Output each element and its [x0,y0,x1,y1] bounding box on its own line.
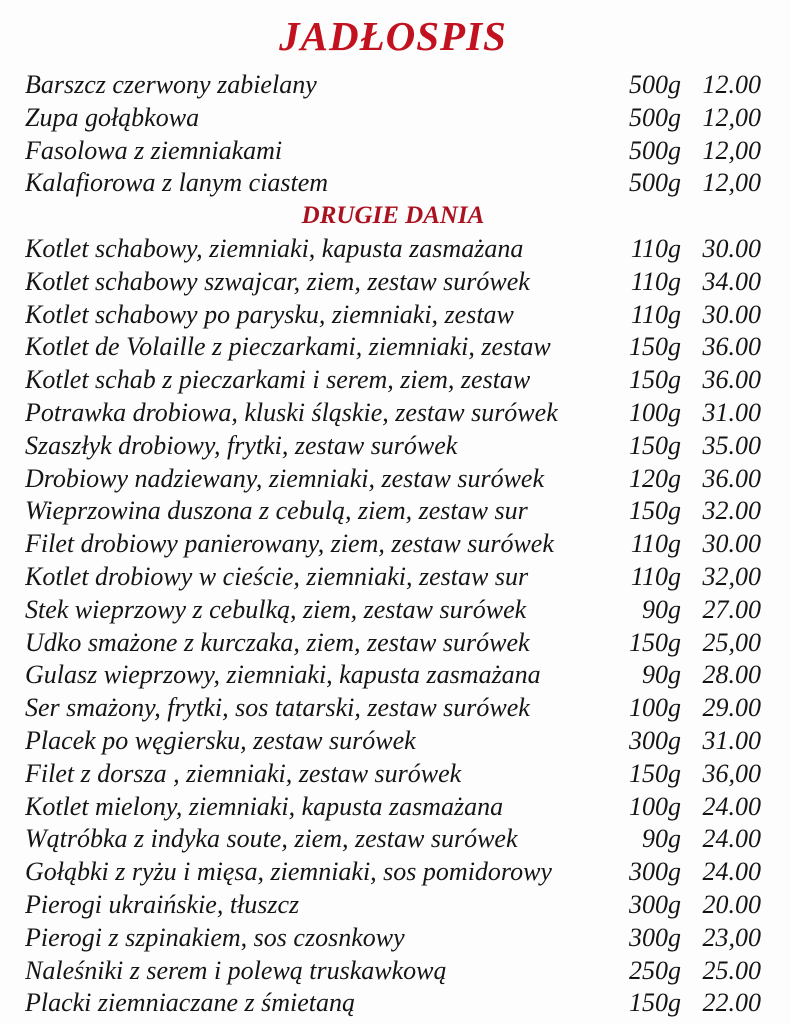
dish-price: 25,00 [702,627,761,657]
dish-weight: 250g [629,955,681,985]
dish-weight: 150g [629,988,681,1018]
dish-weight: 150g [629,365,681,395]
dish-weight: 90g [642,660,681,690]
dish-name: Gulasz wieprzowy, ziemniaki, kapusta zasmażana [25,660,541,690]
menu-item-row [25,823,761,856]
dish-price: 30.00 [702,299,761,329]
menu-item-row [25,102,761,135]
menu-item-row [25,922,761,955]
dish-name: Wieprzowina duszona z cebulą, ziem, zestaw sur [25,496,528,526]
dish-price: 27.00 [702,594,761,624]
dish-name: Fasolowa z ziemniakami [25,135,283,165]
dish-name: Kotlet de Volaille z pieczarkami, ziemniaki, zestaw [25,332,551,362]
dish-weight: 110g [630,266,681,296]
dish-name: Placek po węgiersku, zestaw surówek [25,725,416,755]
dish-name: Barszcz czerwony zabielany [25,70,317,99]
dish-name: Szaszłyk drobiowy, frytki, zestaw surówek [25,430,458,460]
dish-name: Pierogi ukraińskie, tłuszcz [25,889,300,919]
dish-price: 30.00 [702,529,761,559]
dish-weight: 500g [629,135,681,165]
dish-weight: 500g [629,102,681,132]
dish-price: 36.00 [702,332,761,362]
dish-name: Pierogi z szpinakiem, sos czosnkowy [25,922,405,952]
menu-item-row [25,594,761,627]
menu-item-row [25,528,761,561]
dish-price: 36.00 [702,365,761,395]
menu-item-row [25,167,761,200]
menu-item-row [25,397,761,430]
dish-weight: 100g [629,693,681,723]
dish-name: Kalafiorowa z lanym ciastem [25,168,329,198]
dish-price: 12.00 [702,70,761,99]
dish-price: 12,00 [702,135,761,165]
dish-price: 28.00 [702,660,761,690]
dish-weight: 120g [629,463,681,493]
menu-item-row [25,659,761,692]
dish-price: 24.00 [702,824,761,854]
dish-price: 24.00 [702,791,761,821]
menu-item-row [25,791,761,824]
dish-weight: 100g [629,791,681,821]
section-header-drugie-dania: DRUGIE DANIA [301,202,485,230]
dish-weight: 150g [629,496,681,526]
dish-price: 32.00 [702,496,761,526]
dish-price: 12,00 [702,168,761,198]
dish-weight: 300g [629,889,681,919]
dish-weight: 100g [629,397,681,427]
dish-name: Ser smażony, frytki, sos tatarski, zestaw surówek [25,693,530,723]
dish-weight: 150g [629,627,681,657]
dish-weight: 90g [642,824,681,854]
menu-item-row [25,889,761,922]
dish-weight: 300g [629,857,681,887]
dish-name: Kotlet schabowy szwajcar, ziem, zestaw surówek [25,266,530,296]
menu-item-row [25,987,761,1020]
menu-item-row [25,364,761,397]
dish-name: Drobiowy nadziewany, ziemniaki, zestaw surówek [25,463,545,493]
dish-weight: 150g [629,758,681,788]
dish-price: 29.00 [702,693,761,723]
dish-name: Kotlet schabowy, ziemniaki, kapusta zasmażana [25,233,524,263]
dish-weight: 110g [630,233,681,263]
dish-price: 20.00 [702,889,761,919]
menu-item-row [25,955,761,988]
dish-price: 35.00 [702,430,761,460]
menu-item-row [25,758,761,791]
menu-item-row [25,725,761,758]
dish-weight: 110g [630,299,681,329]
dish-name: Placki ziemniaczane z śmietaną [25,988,355,1018]
dish-weight: 500g [629,70,681,99]
dish-price: 12,00 [702,102,761,132]
dish-weight: 300g [629,922,681,952]
dish-price: 25.00 [702,955,761,985]
dish-weight: 110g [630,561,681,591]
menu-item-row [25,856,761,889]
menu-item-row [25,135,761,168]
dish-name: Zupa gołąbkowa [25,102,200,132]
dish-weight: 300g [629,725,681,755]
dish-price: 30.00 [702,233,761,263]
dish-price: 22.00 [702,988,761,1018]
dish-weight: 150g [629,332,681,362]
menu-item-row [25,331,761,364]
dish-price: 32,00 [702,561,761,591]
menu-item-row [25,233,761,266]
menu-item-row [25,463,761,496]
menu-item-row [25,69,761,102]
dish-name: Udko smażone z kurczaka, ziem, zestaw surówek [25,627,530,657]
dish-name: Gołąbki z ryżu i mięsa, ziemniaki, sos pomidorowy [25,857,552,887]
menu-item-row [25,692,761,725]
dish-price: 31.00 [702,725,761,755]
dish-name: Kotlet mielony, ziemniaki, kapusta zasmażana [25,791,504,821]
dish-weight: 110g [630,529,681,559]
menu-item-row [25,561,761,594]
dish-name: Kotlet drobiowy w cieście, ziemniaki, zestaw sur [25,561,529,591]
dish-name: Naleśniki z serem i polewą truskawkową [25,955,447,985]
dish-name: Kotlet schabowy po parysku, ziemniaki, zestaw [25,299,514,329]
dish-price: 24.00 [702,857,761,887]
dish-name: Filet z dorsza , ziemniaki, zestaw surówek [25,758,462,788]
menu-item-row [25,299,761,332]
dish-price: 31.00 [702,397,761,427]
dish-weight: 150g [629,430,681,460]
dish-name: Filet drobiowy panierowany, ziem, zestaw surówek [25,529,554,559]
dish-weight: 90g [642,594,681,624]
menu-item-row [25,627,761,660]
dish-name: Wątróbka z indyka soute, ziem, zestaw surówek [25,824,518,854]
menu-title: JADŁOSPIS [279,13,507,59]
menu-item-row [25,430,761,463]
dish-price: 34.00 [702,266,761,296]
dish-price: 36.00 [702,463,761,493]
menu-item-row [25,266,761,299]
dish-price: 23,00 [702,922,761,952]
dish-name: Kotlet schab z pieczarkami i serem, ziem, zestaw [25,365,531,395]
dish-name: Potrawka drobiowa, kluski śląskie, zestaw surówek [25,397,558,427]
dish-price: 36,00 [702,758,761,788]
menu-item-row [25,495,761,528]
dish-name: Stek wieprzowy z cebulką, ziem, zestaw surówek [25,594,527,624]
dish-weight: 500g [629,168,681,198]
